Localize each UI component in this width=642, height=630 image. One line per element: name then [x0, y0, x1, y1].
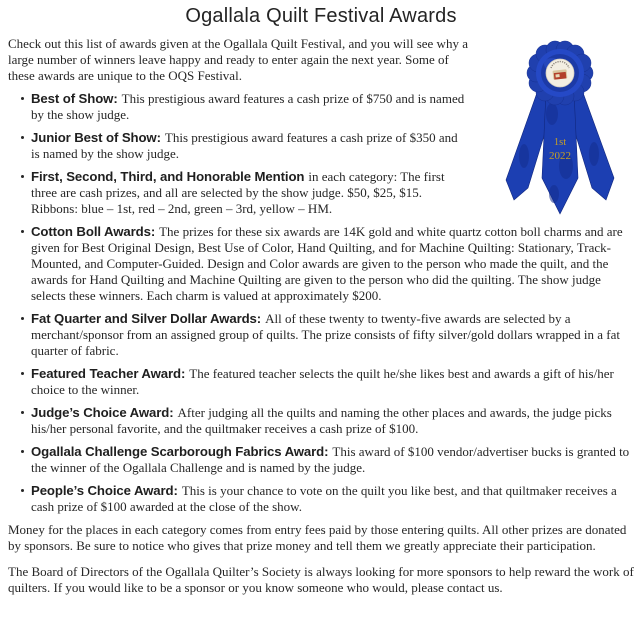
award-label: Cotton Boll Awards: [31, 224, 156, 239]
award-label: First, Second, Third, and Honorable Mention [31, 169, 305, 184]
award-item-cotton-boll [8, 224, 634, 304]
award-text: in each category: The first three are cash prizes, and all are selected by the show judge. $50, $25, $15. Ribbons: blue – 1st, red – 2nd, green – 3rd, yellow – HM. [31, 169, 445, 216]
award-label: Junior Best of Show: [31, 130, 161, 145]
award-label: Fat Quarter and Silver Dollar Awards: [31, 311, 262, 326]
award-label: Judge’s Choice Award: [31, 405, 174, 420]
award-label: Ogallala Challenge Scarborough Fabrics Award: [31, 444, 329, 459]
award-item-fat-quarter-silver-dollar [8, 311, 634, 359]
award-item-ogallala-challenge [8, 444, 634, 476]
closing-paragraph-sponsors: The Board of Directors of the Ogallala Quilter’s Society is always looking for more sponsors to help reward the work of quilters. If you would like to be a sponsor or you know someone who would, please contact us. [8, 564, 634, 595]
award-label: People’s Choice Award: [31, 483, 178, 498]
award-text: This is your chance to vote on the quilt you like best, and that quiltmaker receives a cash prize of $100 awarded at the close of the show. [31, 483, 617, 514]
award-text: This prestigious award features a cash prize of $750 and is named by the show judge. [31, 91, 465, 122]
award-text: The prizes for these six awards are 14K gold and white quartz cotton boll charms and are given for Best Original Design, Best Use of Color, Hand Quilting, and for Machine Quilting: Stationary, Track-Mounted, and Computer-Guided. Design and Color awards are given to the person who made the quilt, and the awards for Hand Quilting and Machine Quilting are given to the person who did the quilting. The show judge selects these winners. Each charm is valued at approximately $200. [31, 224, 623, 303]
award-item-judges-choice [8, 405, 634, 437]
page-title: Ogallala Quilt Festival Awards [185, 5, 457, 27]
award-label: Featured Teacher Award: [31, 366, 186, 381]
award-list [8, 91, 634, 515]
closing-paragraph-prize-money: Money for the places in each category comes from entry fees paid by those entering quilts. All other prizes are donated by sponsors. Be sure to notice who gives that prize money and tell them we greatly appreciate their participation. [8, 522, 627, 553]
ribbon-place-text: 1st [553, 137, 567, 148]
award-text: All of these twenty to twenty-five awards are selected by a merchant/sponsor from an assigned group of quilts. The prize consists of fifty silver/gold dollars wrapped in a fat quarter of fabric. [31, 311, 620, 358]
ribbon-year-text: 2022 [549, 150, 571, 162]
badge-logo-graphic [553, 69, 568, 79]
award-item-featured-teacher [8, 366, 634, 398]
award-text: This award of $100 vendor/advertiser bucks is granted to the winner of the Ogallala Challenge and is named by the judge. [31, 444, 630, 475]
award-item-best-of-show [8, 91, 634, 123]
award-text: After judging all the quilts and naming the other places and awards, the judge picks his/her personal favorite, and the quiltmaker receives a cash prize of $100. [31, 405, 612, 436]
intro-paragraph: Check out this list of awards given at the Ogallala Quilt Festival, and you will see why a large number of winners leave happy and ready to enter again the next year. Some of these awards are unique to the OQS Festival. [8, 36, 468, 83]
award-item-junior-best-of-show [8, 130, 634, 162]
award-item-peoples-choice [8, 483, 634, 515]
award-label: Best of Show: [31, 91, 118, 106]
award-text: This prestigious award features a cash prize of $350 and is named by the show judge. [31, 130, 458, 161]
award-item-placements [8, 169, 634, 217]
award-text: The featured teacher selects the quilt he/she likes best and awards a gift of his/her choice to the winner. [31, 366, 614, 397]
